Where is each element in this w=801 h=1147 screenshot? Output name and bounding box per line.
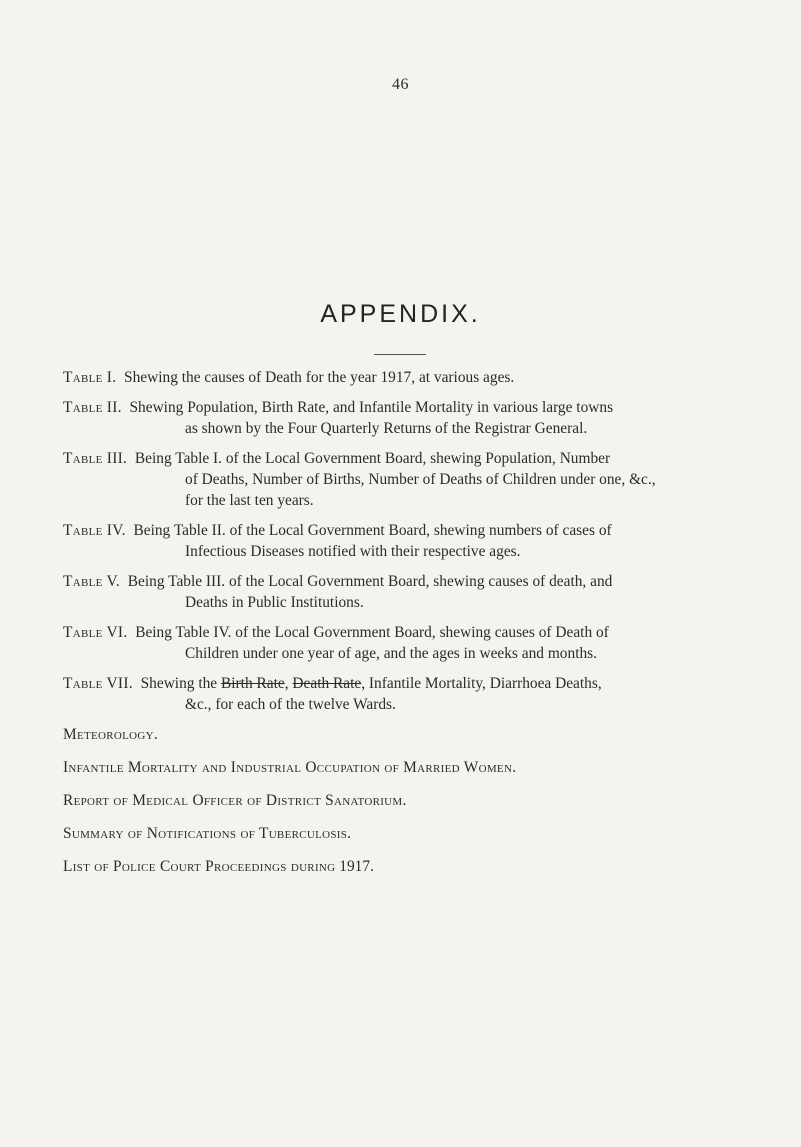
- section-police-court-text: List of Police Court Proceedings during: [63, 858, 336, 875]
- table-description: as shown by the Four Quarterly Returns of the Registrar General.: [185, 420, 588, 437]
- section-meteorology: Meteorology.: [63, 726, 159, 743]
- table-entry: [63, 448, 733, 511]
- table-description-start: Shewing the: [140, 675, 218, 692]
- table-description: Children under one year of age, and the ages in weeks and months.: [185, 645, 597, 662]
- section-police-court-year: 1917.: [339, 858, 374, 875]
- section-sanatorium-report: Report of Medical Officer of District Sanatorium.: [63, 792, 407, 809]
- page-number: 46: [392, 76, 409, 93]
- table-description: of Deaths, Number of Births, Number of Deaths of Children under one, &c.,: [185, 471, 656, 488]
- table-entry: [63, 622, 733, 664]
- table-description: Being Table III. of the Local Government Board, shewing causes of death, and: [127, 573, 613, 590]
- table-label: Table IV.: [63, 522, 126, 539]
- table-entry: [63, 673, 733, 715]
- table-description: &c., for each of the twelve Wards.: [185, 696, 396, 713]
- table-description: Shewing Population, Birth Rate, and Infantile Mortality in various large towns: [129, 399, 614, 416]
- table-label: Table I.: [63, 369, 117, 386]
- divider: [374, 354, 426, 355]
- page-title: APPENDIX.: [320, 300, 481, 328]
- table-label: Table II.: [63, 399, 122, 416]
- table-label: Table V.: [63, 573, 121, 590]
- table-description: Being Table IV. of the Local Government Board, shewing causes of Death of: [135, 624, 609, 641]
- table-label: Table VI.: [63, 624, 128, 641]
- section-infantile-mortality: Infantile Mortality and Industrial Occupation of Married Women.: [63, 759, 517, 776]
- table-description: Deaths in Public Institutions.: [185, 594, 364, 611]
- comma: ,: [284, 675, 289, 692]
- table-entry: [63, 520, 733, 562]
- table-entry: [63, 367, 733, 388]
- table-label: Table III.: [63, 450, 128, 467]
- table-description: Being Table I. of the Local Government Board, shewing Population, Number: [134, 450, 611, 467]
- table-description: for the last ten years.: [185, 492, 314, 509]
- table-description-end: , Infantile Mortality, Diarrhoea Deaths,: [361, 675, 602, 692]
- section-tuberculosis-summary: Summary of Notifications of Tuberculosis.: [63, 825, 352, 842]
- table-description: Being Table II. of the Local Government Board, shewing numbers of cases of: [133, 522, 612, 539]
- section-police-court: [63, 856, 733, 877]
- appendix-contents: [63, 367, 733, 889]
- struck-birth-rate: Birth Rate: [221, 675, 285, 692]
- struck-death-rate: Death Rate: [292, 675, 362, 692]
- table-description: Shewing the causes of Death for the year 1917, at various ages.: [124, 369, 515, 386]
- table-label: Table VII.: [63, 675, 133, 692]
- table-description: Infectious Diseases notified with their respective ages.: [185, 543, 521, 560]
- table-entry: [63, 397, 733, 439]
- table-entry: [63, 571, 733, 613]
